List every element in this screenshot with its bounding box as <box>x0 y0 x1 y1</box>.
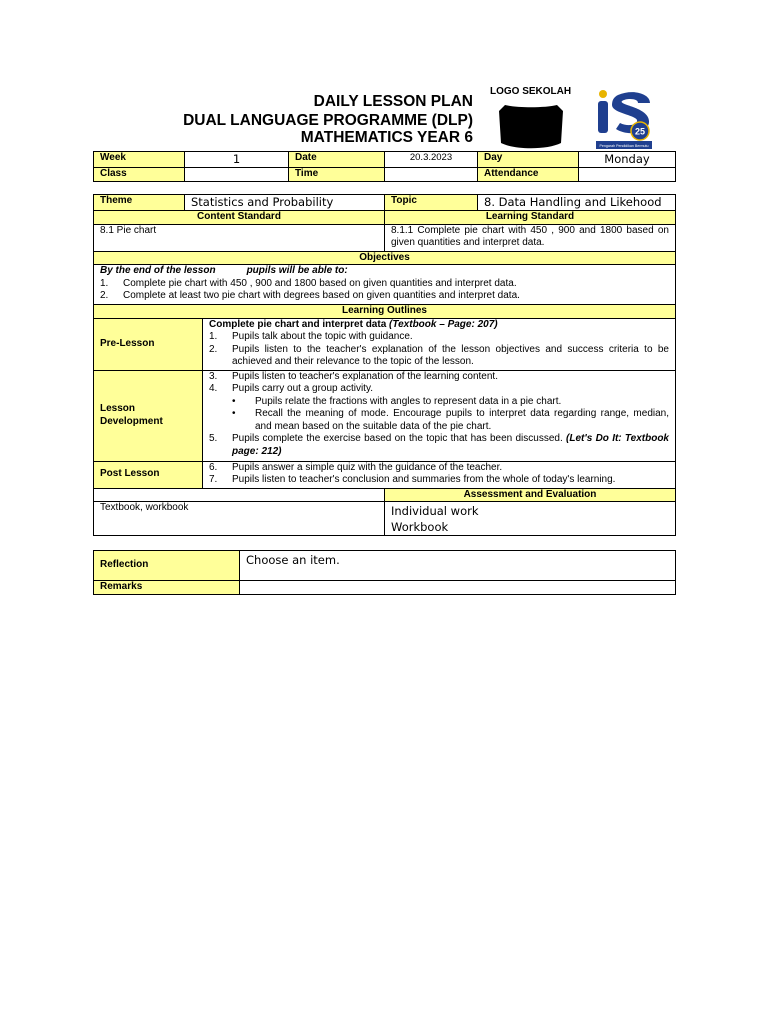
date-label: Date <box>289 152 385 168</box>
development-item: 3. Pupils listen to teacher's explanation of the learning content. <box>209 370 498 382</box>
post-lesson-label: Post Lesson <box>94 461 203 488</box>
plan-table <box>93 194 676 536</box>
objectives-intro: By the end of the lesson pupils will be able to: <box>100 265 348 276</box>
assessment-cell[interactable] <box>385 502 676 536</box>
pre-lesson-label: Pre-Lesson <box>94 318 203 370</box>
title-mathematics-year: MATHEMATICS YEAR 6 <box>300 129 473 146</box>
logo-label: LOGO SEKOLAH <box>490 86 572 97</box>
development-bullet: • Recall the meaning of mode. Encourage pupils to interpret data regarding range, median, and mean based on the suitable data of the pie chart. <box>232 408 669 432</box>
theme-label: Theme <box>94 195 185 211</box>
week-value[interactable]: 1 <box>185 152 289 168</box>
learning-standard-value[interactable]: 8.1.1 Complete pie chart with 450 , 900 and 1800 based on given quantities and interpret data. <box>385 224 676 251</box>
objectives-label: Objectives <box>94 251 676 265</box>
remarks-label: Remarks <box>94 581 240 595</box>
reflection-table <box>93 550 676 595</box>
objective-item: 2. Complete at least two pie chart with degrees based on given quantities and interpret data. <box>100 290 520 301</box>
day-value[interactable]: Monday <box>579 152 676 168</box>
topic-value[interactable]: 8. Data Handling and Likehood <box>478 195 676 211</box>
content-standard-label: Content Standard <box>94 211 385 225</box>
emblem-25-icon <box>594 87 654 151</box>
day-label: Day <box>478 152 579 168</box>
development-bullet: • Pupils relate the fractions with angles to represent data in a pie chart. <box>232 395 562 407</box>
post-lesson-item: 7. Pupils listen to teacher's conclusion and summaries from the whole of today's learning. <box>209 474 616 485</box>
attendance-label: Attendance <box>478 168 579 182</box>
header <box>0 0 768 150</box>
reflection-dropdown[interactable]: Choose an item. <box>240 551 676 581</box>
development-item: 4. Pupils carry out a group activity. <box>209 383 373 394</box>
week-label: Week <box>94 152 185 168</box>
learning-standard-label: Learning Standard <box>385 211 676 225</box>
assessment-item: Individual work <box>391 504 479 518</box>
content-standard-value[interactable]: 8.1 Pie chart <box>94 224 385 251</box>
time-value[interactable] <box>385 168 478 182</box>
materials-value[interactable]: Textbook, workbook <box>94 502 385 536</box>
objective-item: 1. Complete pie chart with 450 , 900 and 1800 based on given quantities and interpret data. <box>100 277 517 289</box>
assessment-label: Assessment and Evaluation <box>385 488 676 502</box>
attendance-value[interactable] <box>579 168 676 182</box>
assessment-item: Workbook <box>391 520 449 534</box>
topic-label: Topic <box>385 195 478 211</box>
pre-lesson-item: 2. Pupils listen to the teacher's explanation of the lesson objectives and success criteria to be achieved and their relevance to the topic of the lesson. <box>209 343 669 367</box>
emblem-number: 25 <box>634 126 646 137</box>
lesson-development-label: Lesson Development <box>94 370 203 461</box>
school-logo-shield-icon <box>497 103 565 151</box>
title-daily-lesson-plan: DAILY LESSON PLAN <box>313 93 473 110</box>
emblem-caption: Pengarah Pendidikan Bermutu <box>599 144 649 148</box>
objectives-cell[interactable] <box>94 265 676 305</box>
lesson-development-cell[interactable] <box>203 370 676 461</box>
theme-value[interactable]: Statistics and Probability <box>185 195 385 211</box>
time-label: Time <box>289 168 385 182</box>
info-table <box>93 151 676 182</box>
pre-lesson-item: 1. Pupils talk about the topic with guidance. <box>209 331 413 342</box>
pre-lesson-heading: Complete pie chart and interpret data (Textbook – Page: 207) <box>209 318 498 330</box>
title-dlp: DUAL LANGUAGE PROGRAMME (DLP) <box>183 112 473 129</box>
post-lesson-item: 6. Pupils answer a simple quiz with the guidance of the teacher. <box>209 461 503 473</box>
reflection-label: Reflection <box>94 551 240 581</box>
class-label: Class <box>94 168 185 182</box>
assessment-blank-cell <box>94 488 385 502</box>
learning-outlines-label: Learning Outlines <box>94 305 676 319</box>
remarks-value[interactable] <box>240 581 676 595</box>
date-value[interactable]: 20.3.2023 <box>385 152 478 168</box>
development-item: 5. Pupils complete the exercise based on the topic that has been discussed. (Let's Do It: Textbook page: 212) <box>209 433 669 457</box>
pre-lesson-cell[interactable] <box>203 318 676 370</box>
class-value[interactable] <box>185 168 289 182</box>
post-lesson-cell[interactable] <box>203 461 676 488</box>
